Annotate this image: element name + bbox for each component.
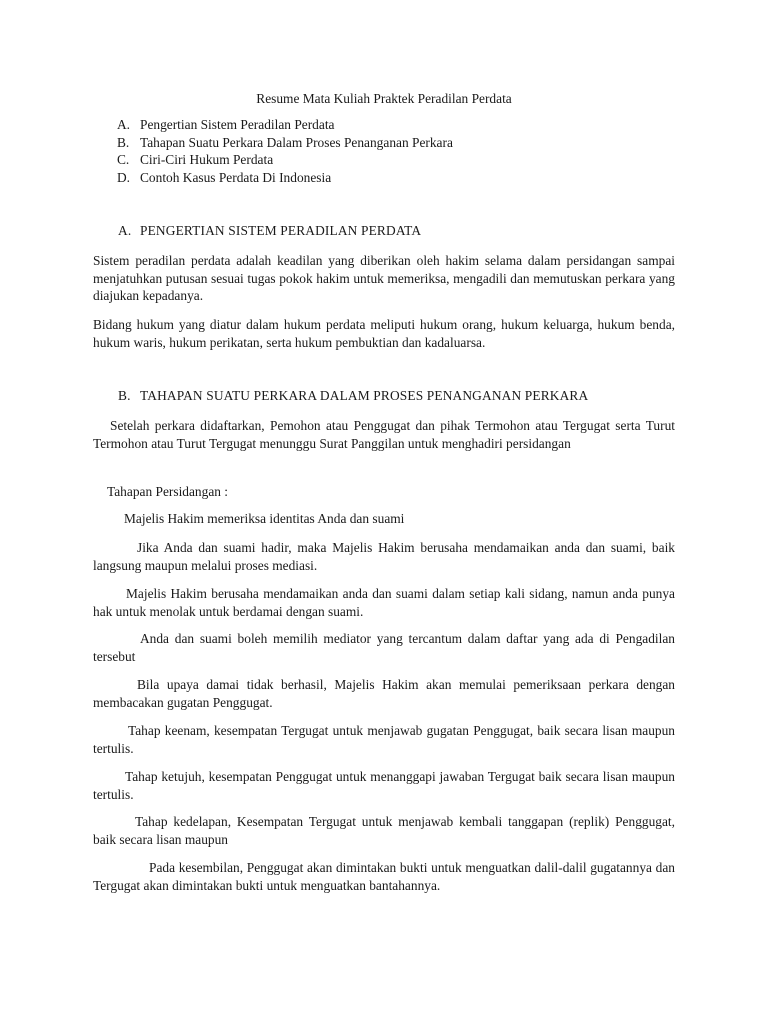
step-1: Majelis Hakim memeriksa identitas Anda dan suami — [124, 511, 405, 526]
toc-item-b — [117, 134, 453, 152]
toc-marker: A. — [117, 117, 131, 132]
toc-marker: C. — [117, 152, 130, 167]
toc-item-c — [117, 151, 453, 169]
section-marker: A. — [118, 223, 132, 238]
section-marker: B. — [118, 388, 131, 403]
toc-item-a — [117, 116, 453, 134]
document-title: Resume Mata Kuliah Praktek Peradilan Perdata — [256, 91, 512, 106]
step-2: Jika Anda dan suami hadir, maka Majelis Hakim berusaha mendamaikan anda dan suami, baik langsung maupun melalui proses mediasi. — [93, 540, 675, 573]
step-7: Tahap ketujuh, kesempatan Penggugat untuk menanggapi jawaban Tergugat baik secara lisan maupun tertulis. — [93, 769, 675, 802]
section-a-paragraph-2: Bidang hukum yang diatur dalam hukum perdata meliputi hukum orang, hukum keluarga, hukum benda, hukum waris, hukum perikatan, serta hukum pembuktian dan kadaluarsa. — [93, 317, 675, 350]
step-8: Tahap kedelapan, Kesempatan Tergugat untuk menjawab kembali tanggapan (replik) Penggugat, baik secara lisan maupun — [93, 814, 675, 847]
section-heading-text: PENGERTIAN SISTEM PERADILAN PERDATA — [140, 223, 422, 238]
step-4: Anda dan suami boleh memilih mediator yang tercantum dalam daftar yang ada di Pengadilan tersebut — [93, 631, 675, 664]
section-b-heading — [118, 387, 588, 405]
section-b-intro: Setelah perkara didaftarkan, Pemohon atau Penggugat dan pihak Termohon atau Tergugat serta Turut Termohon atau Turut Tergugat menunggu Surat Panggilan untuk menghadiri persidangan — [93, 418, 675, 451]
section-a-paragraph-1: Sistem peradilan perdata adalah keadilan yang diberikan oleh hakim selama dalam persidangan sampai menjatuhkan putusan sesuai tugas pokok hakim untuk memeriksa, mengadili dan memutuskan perkara yang diajukan kepadanya. — [93, 253, 675, 303]
step-9: Pada kesembilan, Penggugat akan dimintakan bukti untuk menguatkan dalil-dalil gugatannya dan Tergugat akan dimintakan bukti untuk menguatkan bantahannya. — [93, 860, 675, 893]
step-5: Bila upaya damai tidak berhasil, Majelis Hakim akan memulai pemeriksaan perkara dengan membacakan gugatan Penggugat. — [93, 677, 675, 710]
toc-marker: D. — [117, 169, 131, 185]
toc-item-d — [117, 169, 453, 187]
toc-text: Contoh Kasus Perdata Di Indonesia — [140, 169, 332, 185]
section-heading-text: TAHAPAN SUATU PERKARA DALAM PROSES PENANGANAN PERKARA — [140, 388, 589, 403]
toc-text: Ciri-Ciri Hukum Perdata — [140, 152, 274, 167]
tahapan-label: Tahapan Persidangan : — [107, 484, 229, 499]
section-a-heading — [118, 222, 421, 240]
toc-marker: B. — [117, 134, 130, 150]
table-of-contents — [117, 116, 453, 186]
toc-text: Tahapan Suatu Perkara Dalam Proses Penanganan Perkara — [140, 134, 453, 150]
step-3: Majelis Hakim berusaha mendamaikan anda dan suami dalam setiap kali sidang, namun anda punya hak untuk menolak untuk berdamai dengan suami. — [93, 586, 675, 619]
step-6: Tahap keenam, kesempatan Tergugat untuk menjawab gugatan Penggugat, baik secara lisan maupun tertulis. — [93, 723, 675, 756]
toc-text: Pengertian Sistem Peradilan Perdata — [140, 117, 335, 132]
